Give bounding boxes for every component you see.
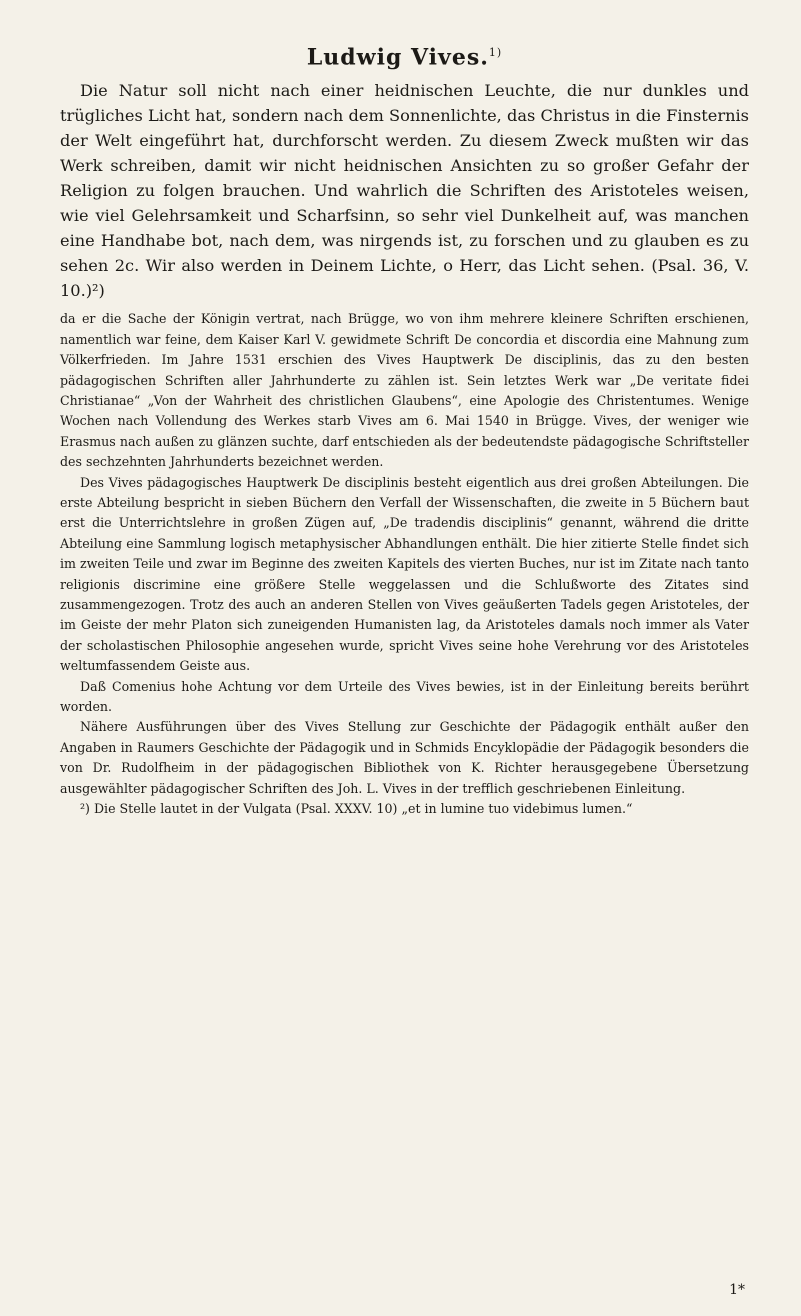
footnote-continuation: da er die Sache der Königin vertrat, nach Brügge, wo von ihm mehrere kleinere Schriften erschienen, namentlich war feine, dem Kaiser Karl V. gewidmete Schrift De concordia et discordia eine Mahnung zum Völkerfrieden. Im Jahre 1531 erschien des Vives Hauptwerk De disciplinis, das zu den besten pädagogischen Schriften aller Jahrhunderte zu zählen ist. Sein letztes Werk war „De veritate fidei Christianae“ „Von der Wahrheit des christlichen Glaubens“, eine Apologie des Christentumes. Wenige Wochen nach Vollendung des Werkes starb Vives am 6. Mai 1540 in Brügge. Vives, der weniger wie Erasmus nach außen zu glänzen suchte, darf entschieden als der bedeutendste pädagogische Schriftsteller des sechzehnten Jahrhunderts bezeichnet werden. [60, 311, 749, 470]
title-footnote-marker: 1) [488, 46, 503, 59]
footnotes [60, 309, 749, 819]
title-text: Ludwig Vives. [306, 44, 489, 71]
signature-mark: 1* [729, 1282, 745, 1298]
footnote-paragraph: Des Vives pädagogisches Hauptwerk De disciplinis besteht eigentlich aus drei großen Abteilungen. Die erste Abteilung bespricht in sieben Büchern den Verfall der Wissenschaften, die zweite in 5 Büchern baut erst die Unterrichtslehre in großen Zügen auf, „De tradendis disciplinis“ genannt, während die dritte Abteilung eine Sammlung logisch metaphysischer Abhandlungen enthält. Die hier zitierte Stelle findet sich im zweiten Teile und zwar im Beginne des zweiten Kapitels des vierten Buches, nur ist im Zitate nach tanto religionis discrimine eine größere Stelle weggelassen und die Schlußworte des Zitates sind zusammengezogen. Trotz des auch an anderen Stellen von Vives geäußerten Tadels gegen Aristoteles, der im Geiste der mehr Platon sich zuneigenden Humanisten lag, da Aristoteles damals noch immer als Vater der scholastischen Philosophie angesehen wurde, spricht Vives seine hohe Verehrung vor des Aristoteles weltumfassendem Geiste aus. [60, 474, 749, 674]
main-paragraph: Die Natur soll nicht nach einer heidnischen Leuchte, die nur dunkles und trügliches Licht hat, sondern nach dem Sonnenlichte, das Christus in die Finsternis der Welt eingeführt hat, durchforscht werden. Zu diesem Zweck mußten wir das Werk schreiben, damit wir nicht heidnischen Ansichten zu so großer Gefahr der Religion zu folgen brauchen. Und wahrlich die Schriften des Aristoteles weisen, wie viel Gelehrsamkeit und Scharfsinn, so sehr viel Dunkelheit auf, was manchen eine Handhabe bot, nach dem, was nirgends ist, zu forschen und zu glauben es zu sehen 2c. Wir also werden in Deinem Lichte, o Herr, das Licht sehen. (Psal. 36, V. 10.)²) [60, 81, 749, 301]
footnote-paragraph: Nähere Ausführungen über des Vives Stellung zur Geschichte der Pädagogik enthält außer den Angaben in Raumers Geschichte der Pädagogik und in Schmids Encyklopädie der Pädagogik besonders die von Dr. Rudolfheim in der pädagogischen Bibliothek von K. Richter herausgegebene Übersetzung ausgewählter pädagogischer Schriften des Joh. L. Vives in der trefflich geschriebenen Einleitung. [60, 719, 749, 796]
footnote-2: ²) Die Stelle lautet in der Vulgata (Psal. XXXV. 10) „et in lumine tuo videbimus lumen.“ [80, 801, 633, 817]
page-title [60, 40, 749, 70]
footnote-paragraph: Daß Comenius hohe Achtung vor dem Urteile des Vives bewies, ist in der Einleitung bereits berührt worden. [60, 678, 749, 715]
